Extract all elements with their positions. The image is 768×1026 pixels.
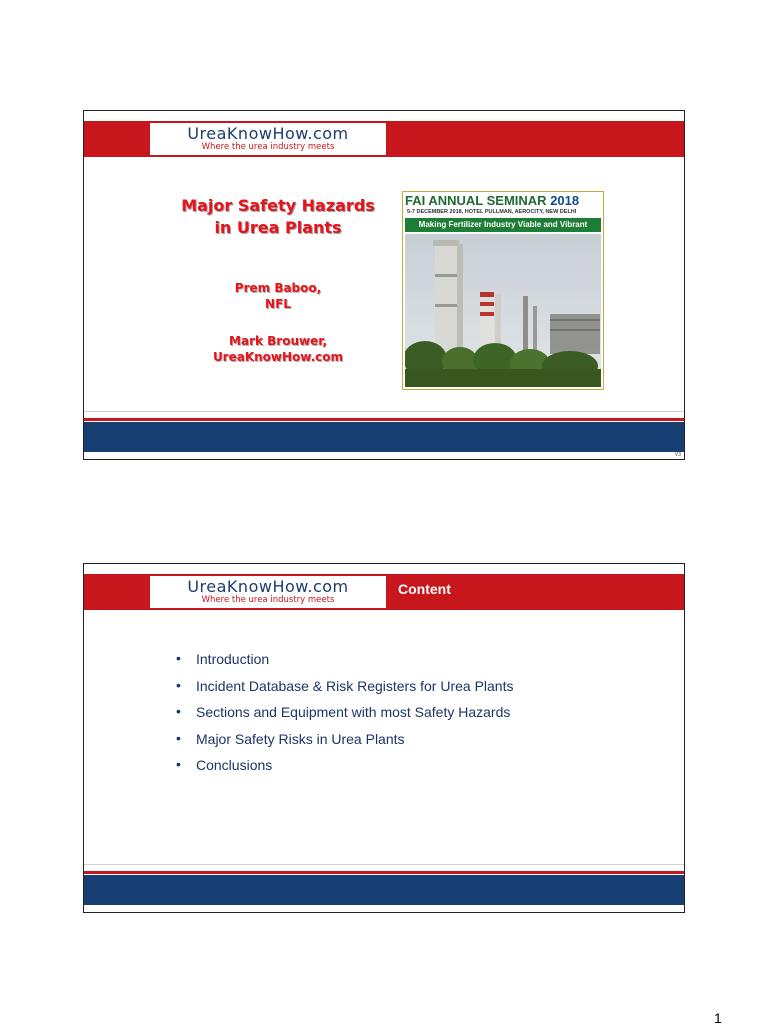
- bullet-icon: •: [176, 676, 181, 693]
- ureaknowhow-logo: [150, 576, 386, 608]
- list-item-text: Introduction: [196, 651, 270, 667]
- list-item-text: Incident Database & Risk Registers for Urea Plants: [196, 677, 514, 694]
- version-label: V3: [674, 452, 681, 458]
- title-line-1: Major Safety Hazards: [181, 196, 375, 215]
- title-line-2: in Urea Plants: [214, 218, 342, 237]
- seminar-year: 2018: [550, 193, 580, 208]
- author-2-org: UreaKnowHow.com: [212, 350, 344, 364]
- author-1-org: NFL: [265, 297, 291, 311]
- author-2-name: Mark Brouwer,: [229, 334, 327, 348]
- title-slide: [83, 110, 685, 460]
- plant-photo: [405, 234, 601, 387]
- list-item: [176, 651, 513, 678]
- bullet-icon: •: [176, 756, 181, 772]
- header-bar: [84, 121, 684, 157]
- footer-divider: [84, 411, 684, 412]
- logo-brand: UreaKnowHow.com: [187, 577, 349, 596]
- list-item: [176, 678, 513, 705]
- footer-blue-bar: [84, 422, 684, 452]
- content-list: [176, 651, 513, 784]
- bullet-icon: •: [176, 650, 181, 666]
- seminar-banner: [402, 191, 604, 390]
- seminar-heading: [405, 193, 601, 209]
- footer-blue-bar: [84, 875, 684, 905]
- seminar-subheading: 5-7 DECEMBER 2018, HOTEL PULLMAN, AEROCITY, NEW DELHI: [407, 209, 577, 215]
- logo-tagline: Where the urea industry meets: [201, 595, 335, 605]
- bullet-icon: •: [176, 729, 181, 746]
- list-item: [176, 704, 513, 731]
- seminar-tagline-band: Making Fertilizer Industry Viable and Vibrant: [405, 218, 601, 232]
- content-slide: [83, 563, 685, 913]
- header-bar: [84, 574, 684, 610]
- logo-brand: UreaKnowHow.com: [187, 124, 349, 143]
- author-1-name: Prem Baboo,: [234, 281, 322, 295]
- list-item: [176, 757, 513, 784]
- list-item: [176, 731, 513, 758]
- footer-red-stripe: [84, 418, 684, 421]
- list-item-text: Conclusions: [196, 757, 273, 773]
- footer-red-stripe: [84, 871, 684, 874]
- logo-tagline: Where the urea industry meets: [201, 142, 335, 152]
- seminar-heading-text: FAI ANNUAL SEMINAR: [405, 193, 547, 208]
- list-item-text: Major Safety Risks in Urea Plants: [196, 730, 405, 747]
- list-item-text: Sections and Equipment with most Safety Hazards: [196, 704, 511, 720]
- slide-title: [170, 195, 386, 239]
- page-number: 1: [714, 1010, 722, 1026]
- ureaknowhow-logo: [150, 123, 386, 155]
- footer-divider: [84, 864, 684, 865]
- bullet-icon: •: [176, 703, 181, 719]
- slide-heading: Content: [398, 581, 451, 597]
